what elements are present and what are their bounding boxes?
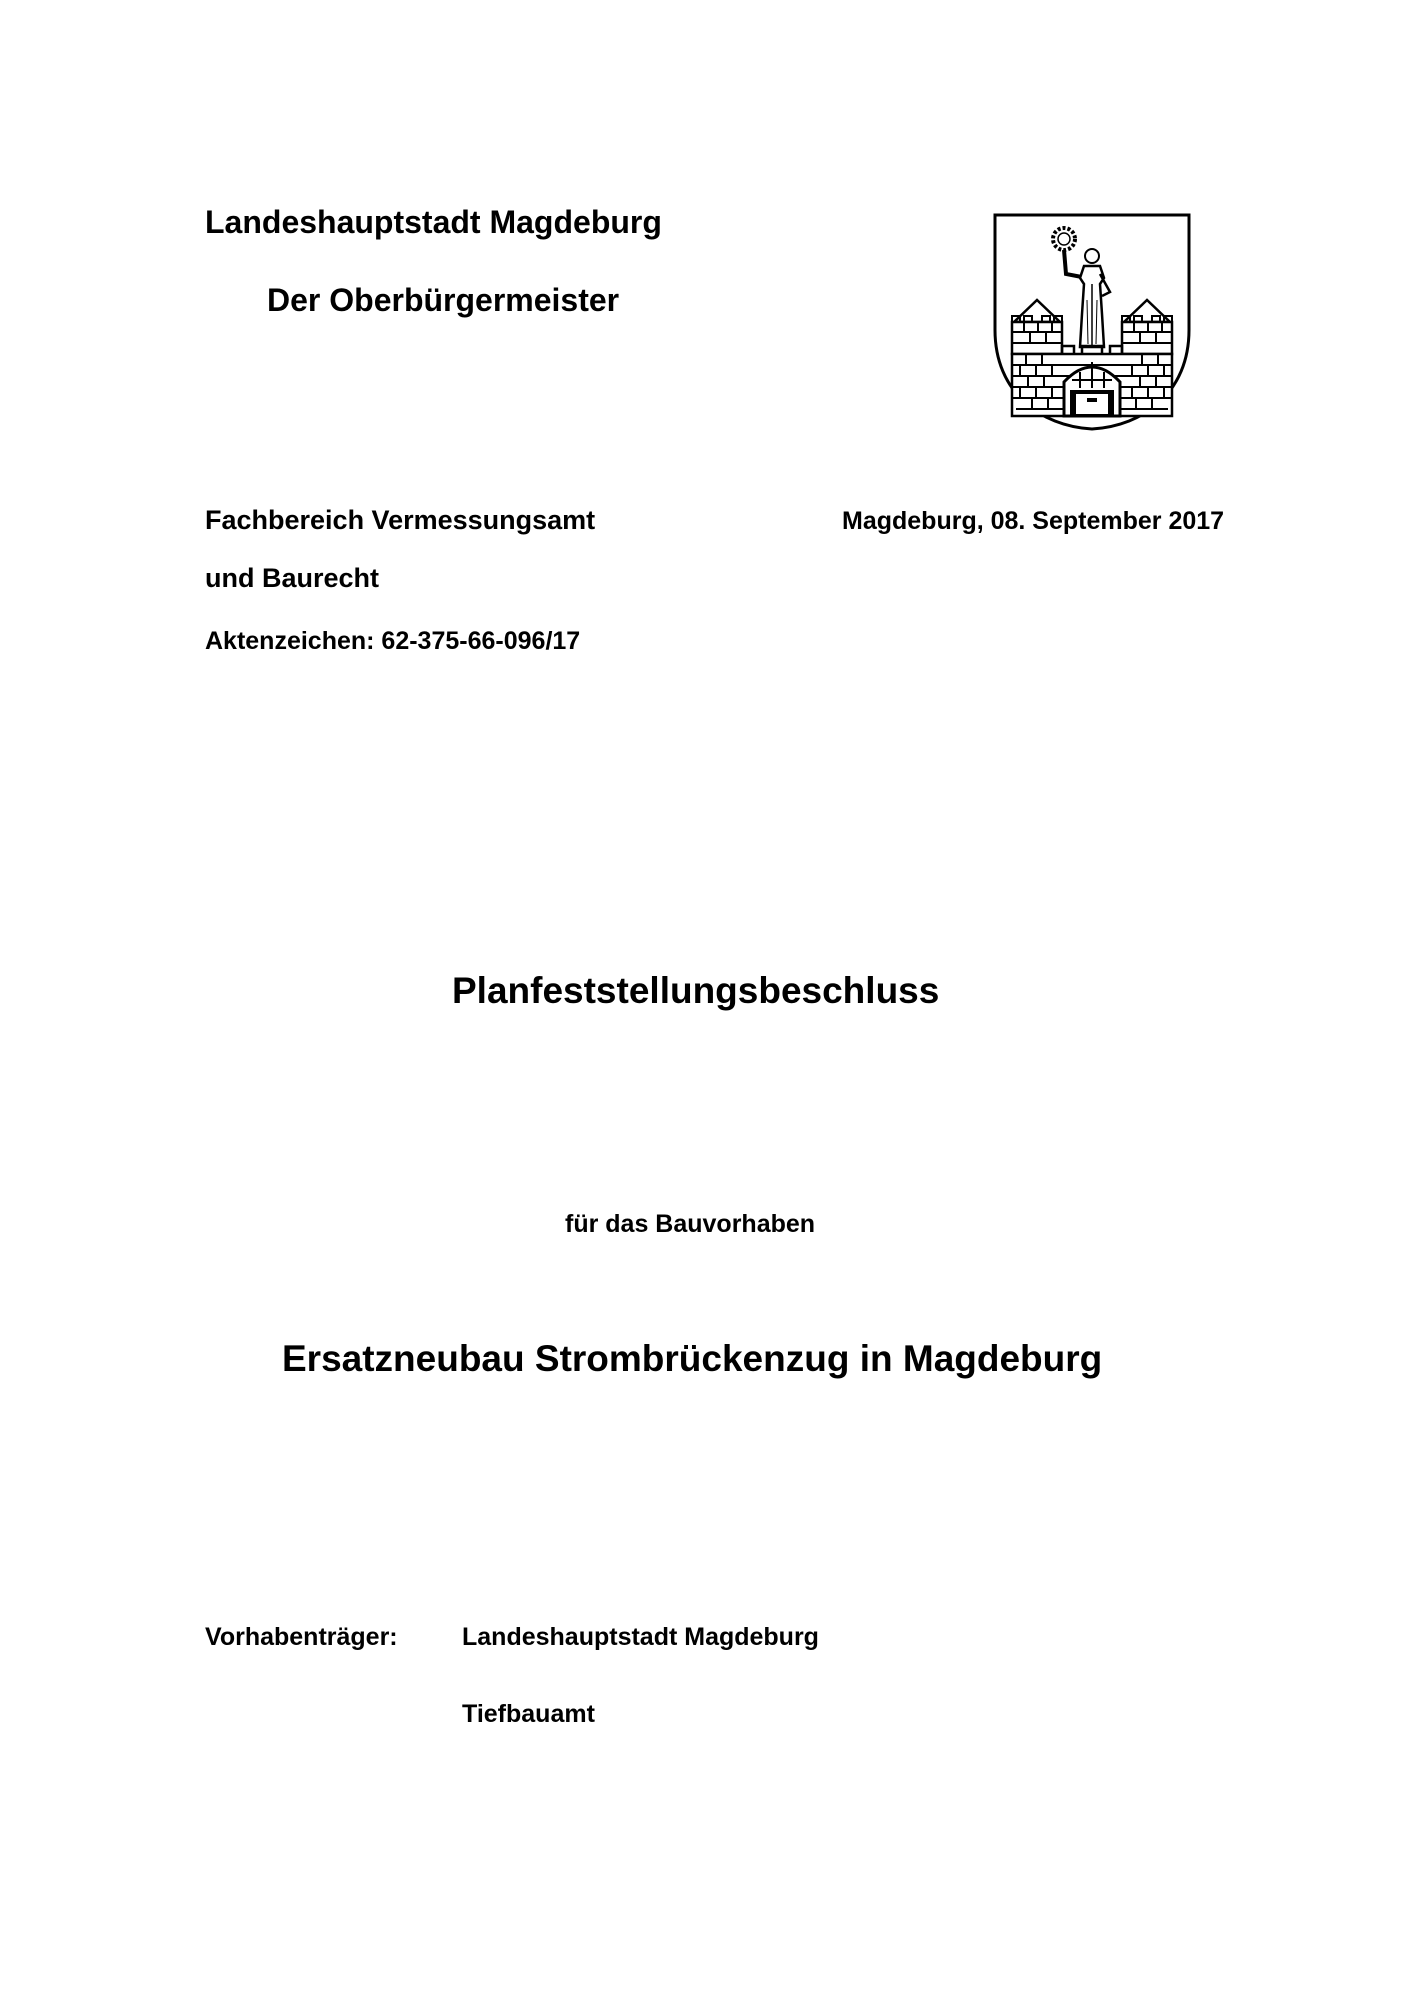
for-project-line: für das Bauvorhaben: [565, 1210, 816, 1238]
coat-of-arms-icon: [992, 212, 1192, 432]
project-name: Ersatzneubau Strombrückenzug in Magdeburg: [282, 1338, 1103, 1379]
file-number: Aktenzeichen: 62-375-66-096/17: [205, 627, 581, 655]
client-label: Vorhabenträger:: [205, 1623, 398, 1651]
department-line-1: Fachbereich Vermessungsamt: [205, 505, 596, 535]
document-title: Planfeststellungsbeschluss: [452, 970, 940, 1011]
department-line-2: und Baurecht: [205, 563, 380, 593]
place-date: Magdeburg, 08. September 2017: [842, 507, 1225, 535]
client-office: Tiefbauamt: [462, 1700, 595, 1728]
client-name: Landeshauptstadt Magdeburg: [462, 1623, 819, 1651]
mayor-office: Der Oberbürgermeister: [267, 282, 620, 318]
city-name: Landeshauptstadt Magdeburg: [205, 204, 662, 240]
